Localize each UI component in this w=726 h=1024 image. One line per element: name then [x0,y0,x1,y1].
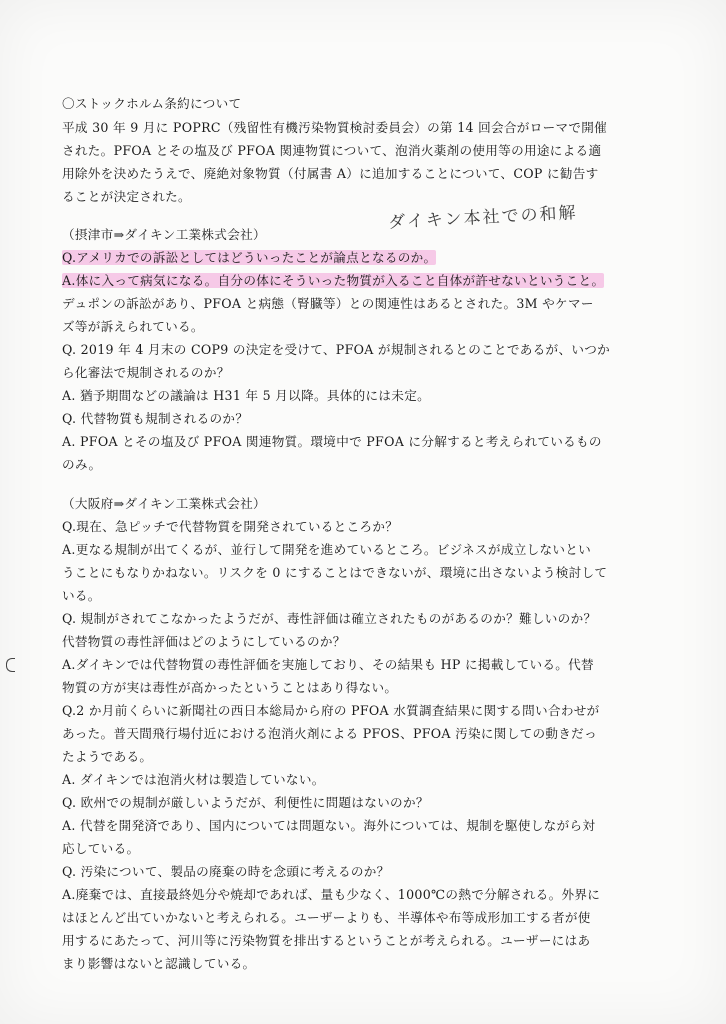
answer-line: A. 猶予期間などの議論は H31 年 5 月以降。具体的には未定。 [62,388,430,403]
question-line: Q. 代替物質も規制されるのか？ [62,411,249,426]
answer-line: A. 代替を開発済であり、国内については問題ない。海外については、規制を駆使しながら対 [62,818,596,833]
subsection-heading: （摂津市⇒ダイキン工業株式会社） [62,227,266,242]
section-heading: 〇ストックホルム条約について [62,96,242,111]
paragraph-line: ることが決定された。 [62,189,191,204]
question-line: Q. 規制がされてこなかったようだが、毒性評価は確立されたものがあるのか？難しいのか？ [62,611,597,626]
question-line: Q. 欧州での規制が厳しいようだが、利便性に問題はないのか？ [62,795,429,810]
answer-line: まり影響はないと認識している。 [62,956,256,971]
answer-line: のみ。 [62,457,102,472]
answer-line [62,272,604,290]
question-line: Q.現在、急ピッチで代替物質を開発されているところか？ [62,519,399,534]
answer-line: いる。 [62,588,101,603]
answer-line: ズ等が訴えられている。 [62,319,204,334]
answer-line: 応している。 [62,841,140,856]
highlighted-text: A.体に入って病気になる。自分の体にそういった物質が入ること自体が許せないということ。 [62,273,605,288]
punch-hole-mark [6,658,15,672]
answer-line: はほとんど出ていかないと考えられる。ユーザーよりも、半導体や布等成形加工する者が使 [62,910,591,925]
subsection-heading: （大阪府⇒ダイキン工業株式会社） [62,496,266,511]
answer-line: A.ダイキンでは代替物質の毒性評価を実施しており、その結果も HP に掲載している。代替 [62,657,594,672]
answer-line: A. PFOA とその塩及び PFOA 関連物質。環境中で PFOA に分解すると考えられているもの [62,434,602,449]
question-line: たようである。 [62,749,153,764]
answer-line: うことにもなりかねない。リスクを 0 にすることはできないが、環境に出さないよう検討して [62,565,608,580]
question-line: あった。普天間飛行場付近における泡消火剤による PFOS、PFOA 汚染に関しての動きだっ [62,726,597,741]
question-line: Q. 汚染について、製品の廃棄の時を念頭に考えるのか？ [62,864,390,879]
question-line: Q. 2019 年 4 月末の COP9 の決定を受けて、PFOA が規制されるとのことであるが、いつか [62,342,611,357]
answer-line: A.更なる規制が出てくるが、並行して開発を進めているところ。ビジネスが成立しないとい [62,542,592,557]
paragraph-line: 平成 30 年 9 月に POPRC（残留性有機汚染物質検討委員会）の第 14 回会合がローマで開催 [62,120,608,135]
paragraph-line: 用除外を決めたうえで、廃絶対象物質（付属書 A）に追加することについて、COP に勧告す [62,166,599,181]
answer-line: A. ダイキンでは泡消火材は製造していない。 [62,772,325,787]
question-line: 代替物質の毒性評価はどのようにしているのか？ [62,634,346,649]
question-line: ら化審法で規制されるのか？ [62,365,230,380]
answer-line: A.廃棄では、直接最終処分や焼却であれば、量も少なく、1000℃の熱で分解される。外界に [62,887,601,902]
question-line: Q.2 か月前くらいに新聞社の西日本総局から府の PFOA 水質調査結果に関する問い合わせが [62,703,600,718]
paragraph-line: された。PFOA とその塩及び PFOA 関連物質について、泡消火薬剤の使用等の用途による適 [62,143,602,158]
handwritten-note: ダイキン本社での和解 [387,203,579,233]
answer-line: 用するにあたって、河川等に汚染物質を排出するということが考えられる。ユーザーにはあ [62,933,591,948]
highlighted-text: Q.アメリカでの訴訟としてはどういったことが論点となるのか。 [62,250,437,265]
answer-line: 物質の方が実は毒性が高かったということはあり得ない。 [62,680,398,695]
question-line [62,249,436,267]
answer-line: デュポンの訴訟があり、PFOA と病態（腎臓等）との関連性はあるとされた。3M やケマー [62,296,594,311]
